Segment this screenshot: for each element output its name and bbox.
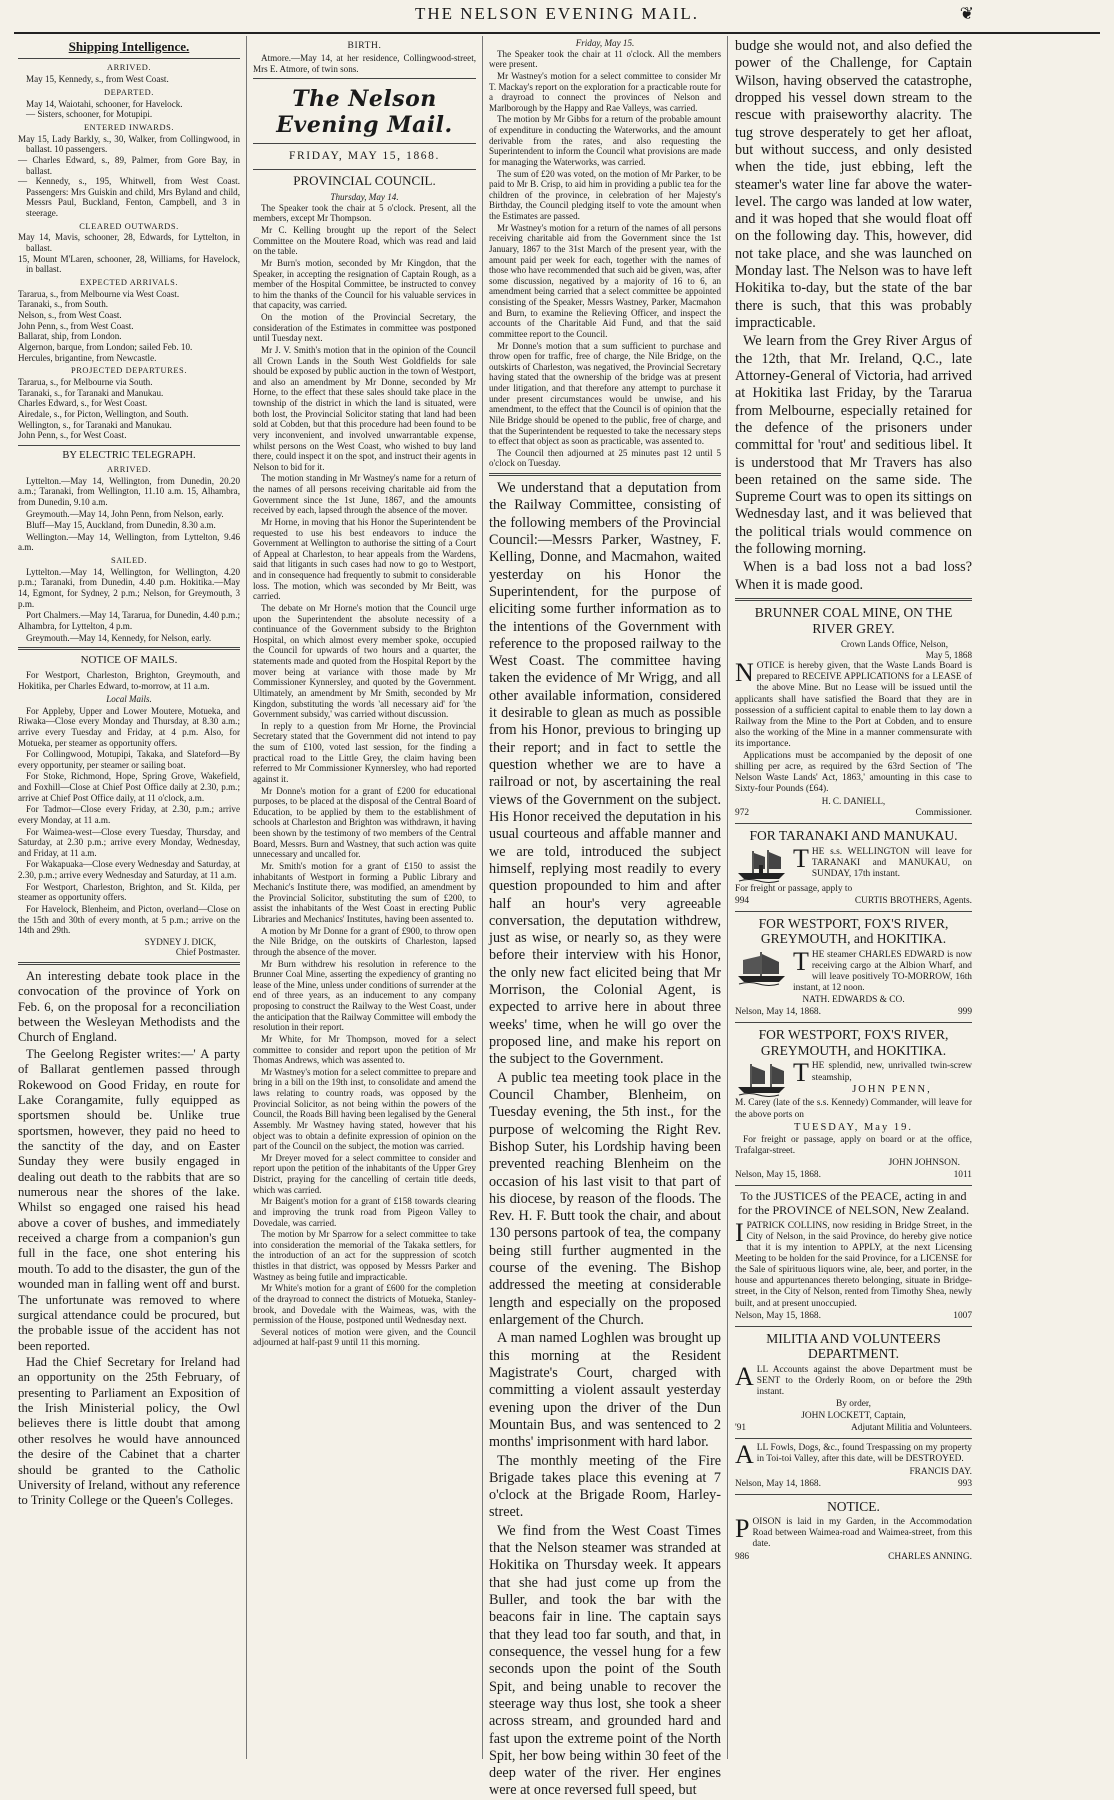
signature: SYDNEY J. DICK, (144, 936, 216, 947)
ship-icon (735, 847, 789, 883)
column-1 (18, 38, 240, 1757)
birth-notice: Atmore.—May 14, at her residence, Collingwood-street, Mrs E. Atmore, of twin sons. (253, 53, 476, 74)
notice-title: NOTICE. (827, 1498, 880, 1514)
coal-date: May 5, 1868 (925, 649, 972, 660)
divider (18, 445, 240, 446)
article-paragraph: The motion standing in Mr Wastney's name for a return of the names of all persons receiving charitable aid from the Government since the 1st June, 1867, and the amounts received by each, lapsed through the absence of the mover. (253, 473, 476, 516)
article-paragraph: The Geelong Register writes:—' A party of Ballarat gentlemen passed through Rokewood on Good Friday, en route for Lake Corangamite, fully equipped as sportsmen should be. Unlike true sportsmen, however, they paid no heed to the sanctity of the day, and on Easter Sunday they were busily engaged in dealing out death to the rabbits that are so numerous near the shores of the lake. Whilst so engaged one raised his head above a cover of bushes, and immediately received a charge from a companion's gun full in the face, one shot entering his mouth. To add to the disaster, the gun of the wounded man in falling went off and burst. The unfortunate was removed to where surgical attendance could be procured, but the probable issue of the accident has not been reported. (18, 1046, 240, 1353)
list-item: May 15, Lady Barkly, s., 30, Walker, from Collingwood, in ballast. 10 passengers. (18, 133, 240, 155)
list-item: Taranaki, s., from South. (18, 299, 109, 310)
birth-head: BIRTH. (347, 41, 382, 51)
list-item: Nelson, s., from West Coast. (18, 310, 122, 321)
ad-number: 986 (735, 1551, 750, 1562)
list-item: Hercules, brigantine, from Newcastle. (18, 352, 157, 363)
list-item: 15, Mount M'Laren, schooner, 28, Williams, for Havelock, in ballast. (18, 253, 240, 275)
list-item: May 15, Kennedy, s., from West Coast. (26, 74, 169, 85)
justices-footer (735, 1311, 972, 1322)
tel-arrived-head: ARRIVED. (106, 464, 152, 474)
council-head: PROVINCIAL COUNCIL. (293, 173, 436, 189)
list-item: Wellington.—May 14, Wellington, from Lyttelton, 9.46 a.m. (18, 531, 240, 553)
article-paragraph: Mr White, for Mr Thompson, moved for a select committee to consider and report upon the petition of Mr Thomas Andrews, which was assented to. (253, 1033, 476, 1066)
divider (18, 58, 240, 59)
divider (735, 823, 972, 824)
article-paragraph: The motion by Mr Gibbs for a return of the probable amount of expenditure in conducting the Waterworks, and the amount derivable from the rates, and also requesting the Superintendent to inform the Council what provisions are made for managing the Waterworks, was carried. (489, 114, 721, 167)
paper-title: The Nelson Evening Mail. (276, 86, 453, 139)
westport-text-2: HE splendid, new, unrivalled twin-screw steamship, (811, 1061, 972, 1083)
article-paragraph: We find from the West Coast Times that the Nelson steamer was stranded at Hokitika on Thursday week. It appears that she had just come up from the Buller, and took the bar with the beacons fair in line. The captain says that they lead too far south, and that, in consequence, the vessel hung for a few seconds upon the point of the South Spit, and being unable to recover the steerage way thus lost, she took a sheer across stream, and grounded hard and fast upon the extreme point of the North Spit, her bow being within 30 feet of the deep water of the river. Her engines were at once reversed full speed, but (489, 1522, 721, 1799)
dropcap: T (793, 946, 809, 976)
militia-notice (735, 1361, 972, 1398)
divider (735, 1185, 972, 1186)
dropcap: N (735, 658, 754, 688)
list-item: May 14, Waiotahi, schooner, for Havelock. (26, 98, 183, 109)
article-paragraph: On the motion of the Provincial Secretary, the consideration of the Estimates in committee was postponed until Tuesday next. (253, 312, 476, 344)
column-rule (727, 36, 728, 1759)
ad-number: 972 (735, 808, 750, 819)
militia-by: By order, (835, 1399, 872, 1410)
ship-icon (735, 1061, 789, 1097)
westport-signature-2: JOHN JOHNSON. (888, 1158, 960, 1169)
article-paragraph: Mr White's motion for a grant of £600 for the completion of the drayroad to connect the districts of Motueka, Stanley-brook, and Dovedale with the Waimeas, was, with the permission of the House, postponed until Wednesday next. (253, 1283, 476, 1326)
article-paragraph: The Speaker took the chair at 11 o'clock. All the members were present. (489, 48, 721, 70)
telegraph-head: BY ELECTRIC TELEGRAPH. (62, 449, 196, 461)
article-paragraph: We learn from the Grey River Argus of the 12th, that Mr. Ireland, Q.C., late Attorney-General of Victoria, had arrived at Hokitika last Friday, by the Tararua from Melbourne, especially retained for the defence of the prisoners under committal for 'rout' and seditious libel. It is understood that Mr Travers has also been retained on the same side. The Supreme Court was to open its sittings on Wednesday last, and it was believed that the political trials would commence on the following morning. (735, 333, 972, 558)
mails-head: NOTICE OF MAILS. (80, 654, 178, 667)
article-paragraph: We understand that a deputation from the Railway Committee, consisting of the following members of the Provincial Council:—Messrs Parker, Wastney, F. Kelling, Donne, and Macmahon, waited yesterday on his Honor the Superintendent, for the purpose of eliciting some further information as to the intentions of the Government with reference to the proposed railway to the West Coast. The committee having taken the evidence of Mr Wrigg, and all other available information, considered it desirable to glean as much as possible from his Honor, previous to bringing up their report; and in fact to settle the question whether we are to have a railroad or not, by ascertaining the real views of the Government on the subject. His Honor received the deputation in his usual courteous and affable manner and we are told, introduced the subject himself, replying most readily to every question propounded to him and after half an hour's very agreeable conversation, the deputation withdrew, just as wise, or nearly so, as they were before their interview with his Honor, the only new fact elicited being that Mr Morrison, the Colonial Agent, is expected to arrive here in about three weeks' time, when he will go over the proposed line, and make his report on the subject to the Government. (489, 480, 721, 1068)
ad-number: 993 (957, 1478, 972, 1489)
entered-head: ENTERED INWARDS. (83, 122, 175, 132)
ship-name: JOHN PENN, (852, 1083, 932, 1095)
list-item: Port Chalmers.—May 14, Tararua, for Dunedin, 4.40 p.m.; Alhambra, for Lyttelton, 4 p.m. (18, 610, 240, 631)
list-item: For Wakapuaka—Close every Wednesday and Saturday, at 2.30, p.m.; arrive every Wednesday and Saturday, at 11 a.m. (18, 859, 240, 881)
shipping-title: Shipping Intelligence. (68, 39, 190, 54)
list-item: Lyttelton.—May 14, Wellington, from Dunedin, 20.20 a.m.; Taranaki, from Wellington, 11.10 a.m. 15, Alhambra, from Dunedin, 9.10 a.m. (18, 475, 240, 507)
column-4 (735, 38, 972, 1757)
dropcap: T (793, 1058, 809, 1088)
article-paragraph: The debate on Mr Horne's motion that the Council urge upon the Superintendent the absolute necessity of a continuance of the Government subsidy to the Brighton Hospital, on which almost every member spoke, occupied the Council for upwards of two hours and a quarter, the statements made and quoted from the Hospital Report by the mover being at variance with those made by Mr Commissioner Kynnersley, and quoted by the Government. Ultimately, an amendment by Mr Smith, seconded by Mr Kingdon, substituting the words 'all necessary aid' for 'the Government subsidy,' was carried without discussion. (253, 602, 476, 720)
justices-title: To the JUSTICES of the PEACE, acting in and for the PROVINCE of NELSON, New Zealand. (737, 1189, 970, 1218)
article-paragraph: Mr Donne's motion for a grant of £200 for educational purposes, to be placed at the disposal of the Central Board of Education, to be applied by them to the establishment of schools at Charleston and Brighton was withdrawn, it having been shown by the testimony of two members of the Central Board, Messrs. Burn and Wastney, that such action was quite unnecessary and uncalled for. (253, 785, 476, 860)
divider (735, 1022, 972, 1023)
article-paragraph: The motion by Mr Sparrow for a select committee to take into consideration the memorial of the Takaka settlers, for the introduction of an act for the suppression of scotch thistles in that district, was opposed by Messrs Parker and Wastney as being futile and impracticable. (253, 1229, 476, 1282)
article-paragraph: The Speaker took the chair at 5 o'clock. Present, all the members, except Mr Thompson. (253, 202, 476, 224)
list-item: For Tadmor—Close every Friday, at 2.30, p.m.; arrive every Monday, at 11 a.m. (18, 804, 240, 825)
notice-footer (735, 1552, 972, 1563)
westport-date-2: Nelson, May 15, 1868. (735, 1170, 821, 1181)
ad-number: 999 (957, 1007, 972, 1018)
divider (18, 962, 240, 965)
list-item: For Collingwood, Motupipi, Takaka, and Slateford—By every opportunity, per steamer or sailing boat. (18, 749, 240, 770)
article-paragraph: A man named Loghlen was brought up this morning at the Resident Magistrate's Court, charged with committing a violent assault yesterday evening upon the driver of the Dun Mountain Bus, and was sentenced to 2 months' imprisonment with hard labor. (489, 1330, 721, 1451)
article-paragraph: The Council then adjourned at 25 minutes past 12 until 5 o'clock on Tuesday. (489, 447, 721, 469)
article-paragraph: Several notices of motion were given, and the Council adjourned at half-past 9 until 11 this morning. (253, 1326, 476, 1348)
article-paragraph: An interesting debate took place in the convocation of the province of York on Feb. 6, on the proposal for a reconciliation between the Wesleyan Methodists and the Church of England. (18, 969, 240, 1045)
dropcap: T (793, 843, 809, 873)
fowls-text: LL Fowls, Dogs, &c., found Trespassing on my property in Toi-toi Valley, after this date, will be DESTROYED. (756, 1443, 972, 1465)
westport-freight: For freight or passage, apply on board or at the office, Trafalgar-street. (735, 1134, 972, 1157)
divider (253, 169, 476, 170)
article-paragraph: Mr Wastney's motion for a select committee to consider Mr T. Mackay's report on the exploration for a practicable route for a drayroad to connect the provinces of Nelson and Marlborough by the Happy and Rae Valleys, was carried. (489, 70, 721, 113)
ad-number: 1007 (953, 1310, 972, 1321)
list-item: John Penn, s., from West Coast. (18, 320, 134, 331)
divider (489, 473, 721, 476)
fowls-date: Nelson, May 14, 1868. (735, 1478, 821, 1489)
taranaki-agent: CURTIS BROTHERS, Agents. (854, 895, 972, 906)
list-item: Tararua, s., from Melbourne via West Coast. (18, 288, 180, 299)
article-paragraph: A public tea meeting took place in the Council Chamber, Blenheim, on Tuesday evening, the 5th inst., for the purpose of welcoming the Right Rev. Bishop Suter, his Lordship having been prevented reaching Blenheim on the occasion of his last visit to that part of his diocese, by reason of the floods. The Rev. H. F. Butt took the chair, and about 130 persons partook of tea, the company being still further augmented in the course of the evening. The Bishop addressed the meeting at considerable length and especially on the proposed enlargement of the Church. (489, 1069, 721, 1328)
westport-footer-2 (735, 1170, 972, 1181)
westport-title-1: FOR WESTPORT, FOX'S RIVER, GREYMOUTH, and HOKITIKA. (758, 915, 949, 947)
divider (735, 1326, 972, 1327)
westport-title-2: FOR WESTPORT, FOX'S RIVER, GREYMOUTH, and HOKITIKA. (758, 1027, 949, 1058)
justices-date: Nelson, May 15, 1868. (735, 1310, 821, 1321)
list-item: Taranaki, s., for Taranaki and Manukau. (18, 387, 164, 398)
arrived-head: ARRIVED. (106, 63, 152, 73)
justices-notice (735, 1217, 972, 1310)
article-paragraph: When is a bad loss not a bad loss? When it is made good. (735, 559, 972, 593)
article-paragraph: Mr Wastney's motion for a return of the names of all persons receiving charitable aid from the Government since the 1st January, 1867 to the 31st March of the present year, with the amount paid per week for each, together with the names of those who have recommended that such aid be given, was, after some discussion, negatived by a majority of 16 to 6, an amendment being carried that a select committee be appointed consisting of the Speaker, Messrs Wastney, Parker, Macmahon and Burn, to examine the Relieving Officer, and inspect the accounts of the Charitable Aid Fund, and that the said committee report to the Council. (489, 222, 721, 339)
militia-title: MILITIA AND VOLUNTEERS DEPARTMENT. (766, 1330, 941, 1362)
ship-icon (735, 950, 789, 986)
westport-date-1: Nelson, May 14, 1868. (735, 1007, 821, 1018)
westport-day: TUESDAY, May 19. (794, 1121, 913, 1133)
militia-role: Adjutant Militia and Volunteers. (851, 1423, 972, 1434)
signature-role: Chief Postmaster. (175, 947, 240, 958)
coal-role: Commissioner. (915, 808, 972, 819)
article-paragraph: Mr Baigent's motion for a grant of £158 towards clearing and improving the trunk road from Pigeon Valley to Dovedale, was carried. (253, 1196, 476, 1228)
ad-number: '91 (735, 1423, 747, 1434)
list-item: For Stoke, Richmond, Hope, Spring Grove, Wakefield, and Foxhill—Close at Chief Post Office daily at 2.30, p.m.; arrive at Chief Post Office daily, at 11 o'clock, a.m. (18, 771, 240, 803)
notice-signature: CHARLES ANNING. (888, 1551, 972, 1562)
dateline: FRIDAY, MAY 15, 1868. (289, 149, 440, 162)
mails-intro: For Westport, Charleston, Brighton, Greymouth, and Hokitika, per Charles Edward, to-morrow, at 11 a.m. (18, 669, 240, 691)
poison-notice (735, 1514, 972, 1550)
article-paragraph: budge she would not, and also defied the power of the Challenge, for Captain Wilson, having observed the catastrophe, dropped his vessel down stream to the rescue with praiseworthy alacrity. The tug strove desperately to get her afloat, but without success, and only desisted when the tide, just ebbing, left the steamer's water line far above the water-level. The cargo was landed at low water, and it was hoped that she would float off on the following day. This, however, did not take place, and she was launched on Monday last. The Nelson was to have left Hokitika to-day, but the state of the bar there is such, that this was probably impracticable. (735, 38, 972, 331)
fowls-signature: FRANCIS DAY. (909, 1466, 972, 1477)
column-2 (253, 38, 476, 1757)
council-date: Thursday, May 14. (330, 192, 399, 203)
masthead-rule (14, 32, 1100, 34)
justices-text: PATRICK COLLINS, now residing in Bridge Street, in the City of Nelson, in the said Province, do hereby give notice that it is my intention to APPLY, at the next Licensing Meeting to be holden for the said Province, for a LICENSE for the Sale of spirituous liquors wine, ale, beer, and porter, in the house and appurtenances thereto belonging, situate in Bridge-street, in the City of Nelson, rented from Timothy Shea, newly built, and at present unoccupied. (735, 1220, 972, 1309)
militia-footer (735, 1423, 972, 1434)
list-item: Charles Edward, s., for West Coast. (18, 398, 148, 409)
divider (253, 143, 476, 144)
list-item: — Kennedy, s., 195, Whitwell, from West Coast. Passengers: Mrs Guiskin and child, Mrs Byland and child, Messrs Paul, Buckland, Fenton, Campbell, and 3 in steerage. (18, 176, 240, 219)
ad-number: 994 (735, 895, 750, 906)
westport-signature-1: NATH. EDWARDS & CO. (802, 995, 905, 1006)
coal-mine-title: BRUNNER COAL MINE, ON THE RIVER GREY. (754, 605, 953, 636)
list-item: Ballarat, ship, from London. (18, 331, 122, 342)
expected-head: EXPECTED ARRIVALS. (79, 277, 179, 287)
council-date: Friday, May 15. (575, 38, 635, 48)
dropcap: I (735, 1217, 744, 1247)
article-paragraph: Mr Wastney's motion for a select committee to prepare and bring in a bill on the 19th inst, to consolidate and amend the laws relating to country roads, was opposed by the Provincial Solicitor, as not being within the powers of the Council, the Roads Bill having been legalised by the General Assembly. Mr Wastney having stated, however that his object was to obtain a definite expression of opinion on the part of the Council on the subject, the motion was carried. (253, 1066, 476, 1152)
list-item: Lyttelton.—May 14, Wellington, for Wellington, 4.20 p.m.; Taranaki, from Dunedin, 4.40 p.m. Hokitika.—May 14, Egmont, for Sydney, 2 p.m.; Nelson, for Greymouth, 3 p.m. (18, 566, 240, 609)
article-paragraph: Had the Chief Secretary for Ireland had an opportunity on the 25th February, of presenting to Parliament an Exposition of the Irish Ministerial policy, the Owl believes there is little doubt that among other resolves he would have announced the desire of the Cabinet that a charter should be granted to the Catholic University of Ireland, without any reference to Trinity College or the Queen's Colleges. (18, 1355, 240, 1508)
coal-footer (735, 808, 972, 819)
taranaki-text: HE s.s. WELLINGTON will leave for TARANAKI and MANUKAU, on SUNDAY, 17th instant. (811, 846, 972, 879)
column-rule (482, 36, 483, 1759)
masthead (0, 0, 1114, 30)
article-paragraph: Mr Dreyer moved for a select committee to consider and report upon the petition of the inhabitants of the Upper Grey District, praying for the cancelling of certain title deeds, which was carried. (253, 1152, 476, 1195)
fowls-notice (735, 1440, 972, 1470)
list-item: Greymouth.—May 14, John Penn, from Nelson, early. (26, 508, 224, 519)
westport-ad-1 (735, 946, 972, 994)
list-item: For Appleby, Upper and Lower Moutere, Motueka, and Riwaka—Close every Monday and Thursday, at 8.30 a.m.; arrive every Tuesday and Friday, at 4 p.m. Also, for Motueka, per steamer as opportunity offers. (18, 705, 240, 748)
article-paragraph: Mr Burn's motion, seconded by Mr Kingdon, that the Speaker, in accepting the resignation of Captain Rough, as a member of the Hospital Committee, be instructed to convey to him the thanks of the Council for his valuable services in that capacity, was carried. (253, 257, 476, 311)
divider (18, 647, 240, 650)
taranaki-freight: For freight or passage, apply to (735, 883, 853, 894)
list-item: Airedale, s., for Picton, Wellington, and South. (18, 408, 189, 419)
dropcap: A (735, 1361, 754, 1391)
westport-text-2b: M. Carey (late of the s.s. Kennedy) Commander, will leave for the above ports on (735, 1098, 972, 1120)
article-paragraph: A motion by Mr Donne for a grant of £900, to throw open the Nile Bridge, on the outskirts of Charleston, lapsed through the absence of the mover. (253, 925, 476, 957)
coal-text: OTICE is hereby given, that the Waste Lands Board is prepared to RECEIVE APPLICATIONS for a LEASE of the above Mine. But no Lease will be issued until the applicants shall have satisfied the Board that they are in possession of a sufficient capital to enable them to lay down a Railway from the Mine to the Port at Cobden, and to ensure also the working of the Mine in a manner commensurate with its importance. (735, 661, 972, 749)
dropcap: A (735, 1440, 754, 1470)
article-paragraph: In reply to a question from Mr Horne, the Provincial Secretary stated that the Government did not intend to pay the sum of £100, voted last session, for the finding a practical road to the Little Grey, the claim having been referred to Mr Commissioner Kynnersley, who had reported against it. (253, 720, 476, 784)
taranaki-ad (735, 843, 972, 880)
taranaki-title: FOR TARANAKI AND MANUKAU. (749, 828, 958, 844)
westport-footer-1 (735, 1007, 972, 1018)
column-3 (489, 38, 721, 1799)
local-mails-head: Local Mails. (106, 694, 152, 705)
list-item: For Westport, Charleston, Brighton, and St. Kilda, per steamer as opportunity offers. (18, 881, 240, 903)
cleared-head: CLEARED OUTWARDS. (79, 221, 179, 231)
list-item: — Sisters, schooner, for Motupipi. (26, 109, 153, 120)
article-paragraph: The monthly meeting of the Fire Brigade takes place this evening at 7 o'clock at the Brigade Room, Harley-street. (489, 1452, 721, 1521)
departed-head: DEPARTED. (104, 87, 154, 97)
list-item: Greymouth.—May 14, Kennedy, for Nelson, early. (26, 632, 212, 643)
article-paragraph: Mr J. V. Smith's motion that in the opinion of the Council all Crown Lands in the South West Goldfields for sale should be exposed by public auction in the town of Westport, and also an amendment by Mr Donne, seconded by Mr Horne, to the effect that these sales should take place in the township of the district in which the land is situated, were both lost, the Provincial Solicitor stating that land had been sold at Cobden, but that this procedure had been found to be very inconvenient, and involved unwarrantable expense, whilst persons on the West Coast, who wished to buy land there, could inspect it on the spot, and instruct their agents in Nelson to bid for it. (253, 344, 476, 472)
coal-office: Crown Lands Office, Nelson, (840, 639, 948, 650)
notice-text: OISON is laid in my Garden, in the Accommodation Road between Waimea-road and Waimea-street, from this date. (752, 1517, 972, 1550)
list-item: Algernon, barque, from London; sailed Feb. 10. (18, 341, 193, 352)
list-item: For Havelock, Blenheim, and Picton, overland—Close on the 15th and 30th of every month, at 5 p.m.; arrive on the 14th and 29th. (18, 903, 240, 936)
list-item: Wellington, s., for Taranaki and Manukau. (18, 419, 172, 430)
coal-text-2: Applications must be accompanied by the deposit of one shilling per acre, as required by the 63rd Section of 'The Nelson Waste Lands' Act, 1863,' amounting in this case to Sixty-four Pounds (£64). (735, 751, 972, 795)
taranaki-footer (735, 896, 972, 907)
list-item: John Penn, s., for West Coast. (18, 430, 127, 441)
tel-sailed-head: SAILED. (110, 556, 148, 566)
fowls-footer (735, 1479, 972, 1490)
article-paragraph: Mr Burn withdrew his resolution in reference to the Brunner Coal Mine, asserting the expediency of granting no lease of the Mine, unless under conditions of surrender at the end of three years, as an inducement to any company proposing to construct the Railway to the West Coast, under the anticipation that the Railway Committee will embody the resolution in their report. (253, 958, 476, 1033)
list-item: Tararua, s., for Melbourne via South. (18, 377, 153, 388)
column-rule (246, 36, 247, 1759)
westport-ad-2 (735, 1058, 972, 1096)
divider (253, 78, 476, 79)
projected-head: PROJECTED DEPARTURES. (70, 366, 188, 376)
article-paragraph: Mr Donne's motion that a sum sufficient to purchase and throw open for traffic, free of charge, the Nile Bridge, on the outskirts of Charleston, was negatived, the Provincial Secretary having stated that the ownership of the bridge was at present under litigation, and that therefore any attempt to purchase it under present circumstances would be unwise, and his amendment, to the effect that the Council is of opinion that the Nile Bridge should be opened to the public, free of charge, and that the Superintendent be requested to take the necessary steps to effect that object as soon as practicable, was assented to. (489, 340, 721, 447)
article-paragraph: Mr C. Kelling brought up the report of the Select Committee on the Moutere Road, which was read and laid on the table. (253, 225, 476, 257)
dropcap: P (735, 1514, 750, 1544)
ad-number: 1011 (953, 1170, 972, 1181)
divider (735, 911, 972, 912)
divider (735, 1438, 972, 1439)
coal-notice (735, 658, 972, 750)
list-item: For Waimea-west—Close every Tuesday, Thursday, and Saturday, at 2.30 p.m.; arrive every Monday, Wednesday, and Friday, at 11 a.m. (18, 826, 240, 858)
article-paragraph: Mr. Smith's motion for a grant of £150 to assist the inhabitants of Westport in forming a Public Library and Mechanic's Institute there, was modified, an amendment by the Provincial Solicitor, substituting the sum of £200, to assist the inhabitants of the West Coast in erecting Public Libraries and Mechanics' Institutes, having been assented to. (253, 860, 476, 925)
militia-text: LL Accounts against the above Department must be SENT to the Orderly Room, on or before the 29th instant. (756, 1364, 972, 1397)
list-item: May 14, Mavis, schooner, 28, Edwards, for Lyttelton, in ballast. (18, 232, 240, 254)
article-paragraph: Mr Horne, in moving that his Honor the Superintendent be requested to use his best endeavors to induce the Government at Wellington to authorise the sitting of a Court of Appeal at Charleston, to hear appeals from the Wardens, said that litigants in such cases had now to go to Westport, and in consequence had frequently to submit to considerable loss. The motion, which was seconded by Mr Beitt, was carried. (253, 516, 476, 602)
article-paragraph: The sum of £20 was voted, on the motion of Mr Parker, to be paid to Mr B. Crisp, to aid him in providing a public tea for the children of the province, in celebration of her Majesty's Birthday, the Council pledging itself to vote the amount when the Estimates are passed. (489, 168, 721, 221)
masthead-ornament-icon: ❦ (959, 4, 976, 23)
list-item: — Charles Edward, s., 89, Palmer, from Gore Bay, in ballast. (18, 154, 240, 176)
militia-signature: JOHN LOCKETT, Captain, (801, 1411, 906, 1422)
divider (735, 598, 972, 601)
westport-text-1: HE steamer CHARLES EDWARD is now receiving cargo at the Albion Wharf, and will leave positively TO-MORROW, 16th instant, at 12 noon. (793, 949, 972, 994)
list-item: Bluff—May 15, Auckland, from Dunedin, 8.30 a.m. (26, 520, 216, 531)
coal-signature: H. C. DANIELL, (821, 796, 886, 807)
masthead-title: THE NELSON EVENING MAIL. (414, 4, 700, 23)
divider (735, 1494, 972, 1495)
